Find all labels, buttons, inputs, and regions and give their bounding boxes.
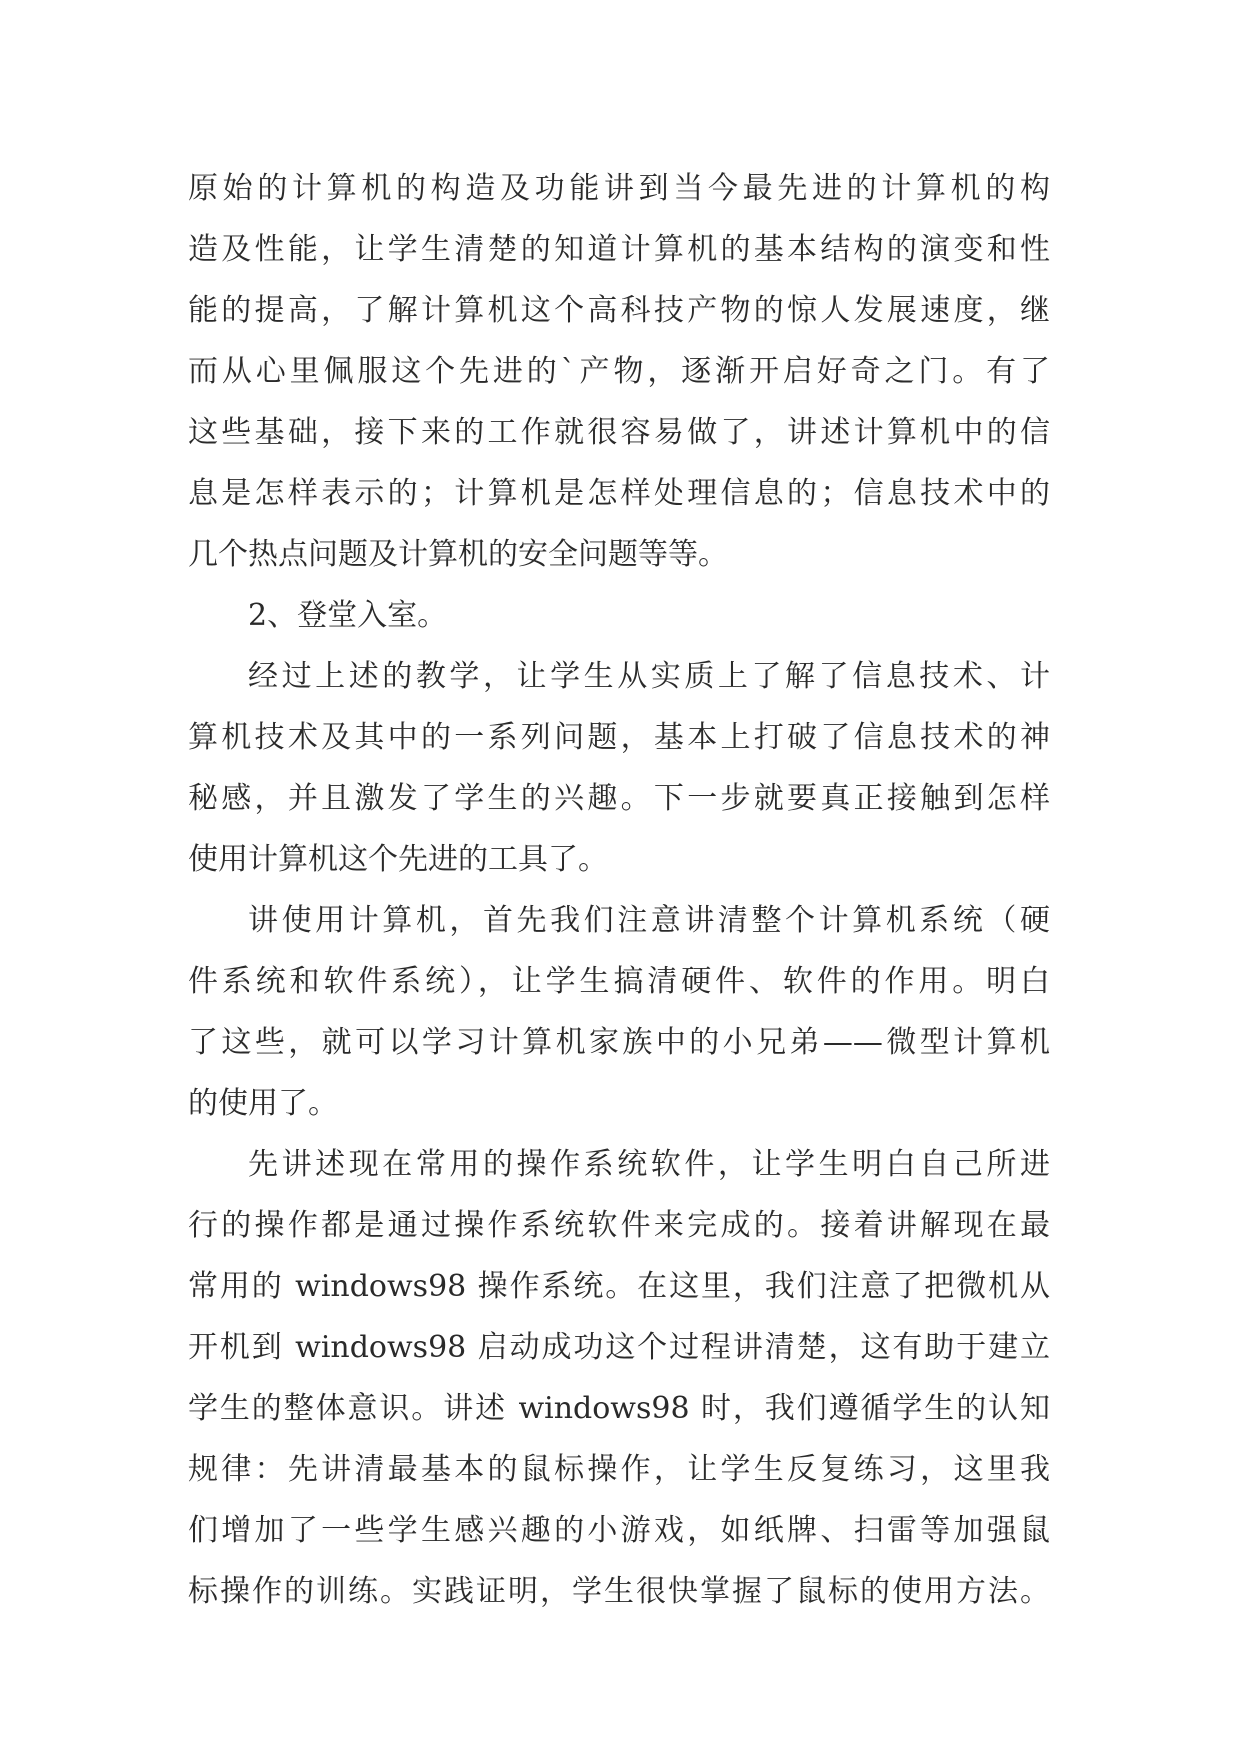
text-line: 秘感，并且激发了学生的兴趣。下一步就要真正接触到怎样 [188,781,1050,816]
text-line: 了这些，就可以学习计算机家族中的小兄弟——微型计算机 [188,1025,1050,1060]
text-line: 而从心里佩服这个先进的`产物，逐渐开启好奇之门。有了 [188,354,1050,389]
text-line: 的使用了。 [188,1086,338,1121]
text-line: 开机到 windows98 启动成功这个过程讲清楚，这有助于建立 [188,1330,1050,1365]
text-line: 算机技术及其中的一系列问题，基本上打破了信息技术的神 [188,720,1050,755]
text-line: 几个热点问题及计算机的安全问题等等。 [188,537,728,572]
text-line: 学生的整体意识。讲述 windows98 时，我们遵循学生的认知 [188,1391,1050,1426]
text-line: 原始的计算机的构造及功能讲到当今最先进的计算机的构 [188,171,1050,206]
text-line: 规律：先讲清最基本的鼠标操作，让学生反复练习，这里我 [188,1452,1050,1487]
text-line: 经过上述的教学，让学生从实质上了解了信息技术、计 [248,659,1050,694]
text-line: 常用的 windows98 操作系统。在这里，我们注意了把微机从 [188,1269,1050,1304]
text-line: 标操作的训练。实践证明，学生很快掌握了鼠标的使用方法。 [188,1574,1050,1609]
text-line: 这些基础，接下来的工作就很容易做了，讲述计算机中的信 [188,415,1050,450]
text-line: 们增加了一些学生感兴趣的小游戏，如纸牌、扫雷等加强鼠 [188,1513,1050,1548]
text-line: 先讲述现在常用的操作系统软件，让学生明白自己所进 [248,1147,1050,1182]
text-line: 使用计算机这个先进的工具了。 [188,842,608,877]
text-line: 息是怎样表示的；计算机是怎样处理信息的；信息技术中的 [188,476,1050,511]
text-line: 讲使用计算机，首先我们注意讲清整个计算机系统（硬 [248,903,1050,938]
text-line: 2、登堂入室。 [248,598,448,633]
text-line: 造及性能，让学生清楚的知道计算机的基本结构的演变和性 [188,232,1050,267]
text-line: 能的提高，了解计算机这个高科技产物的惊人发展速度，继 [188,293,1050,328]
body-text [188,158,1050,1622]
text-line: 件系统和软件系统），让学生搞清硬件、软件的作用。明白 [188,964,1050,999]
text-line: 行的操作都是通过操作系统软件来完成的。接着讲解现在最 [188,1208,1050,1243]
